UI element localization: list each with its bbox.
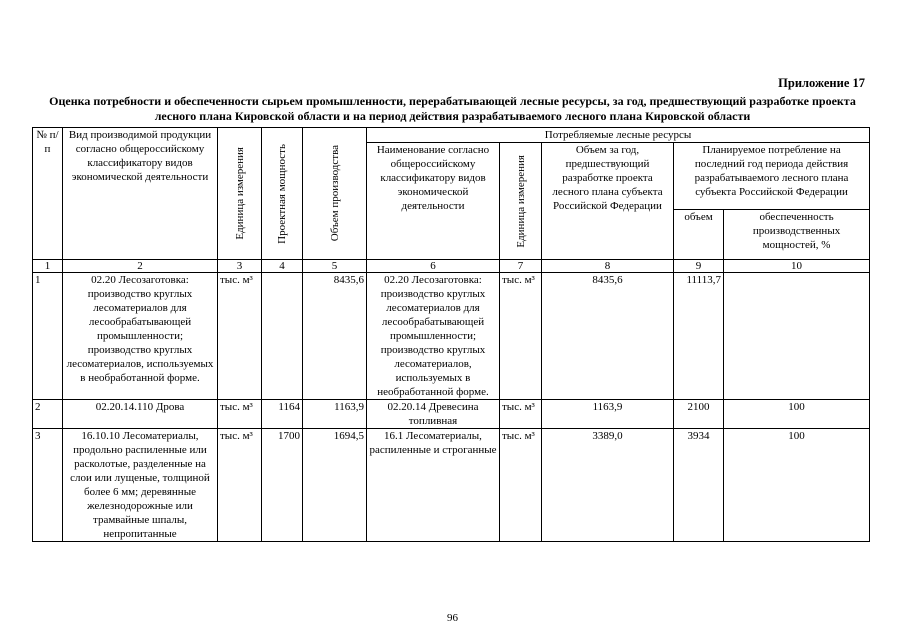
column-number-row (33, 260, 870, 273)
row-res-unit: тыс. м³ (500, 400, 542, 429)
row-unit: тыс. м³ (218, 273, 262, 400)
appendix-label: Приложение 17 (778, 76, 865, 90)
row-planned-provision: 100 (724, 429, 870, 542)
row-planned-volume: 2100 (674, 400, 724, 429)
row-res-unit: тыс. м³ (500, 273, 542, 400)
column-number: 3 (218, 260, 262, 273)
row-no: 1 (33, 273, 63, 400)
col-volume-header: Объем производства (303, 128, 367, 260)
row-product: 02.20.14.110 Дрова (63, 400, 218, 429)
row-res-name: 02.20.14 Древесина топливная (367, 400, 500, 429)
document-title: Оценка потребности и обеспеченности сырьем промышленности, перерабатывающей лесные ресурсы, за год, предшествующий разработке проекта лесного плана Кировской области и на период действия разрабатываемого лесного плана Кировской области (49, 94, 856, 123)
row-res-volume: 8435,6 (542, 273, 674, 400)
column-number: 10 (724, 260, 870, 273)
column-number: 9 (674, 260, 724, 273)
table-row (33, 273, 870, 400)
row-capacity (262, 273, 303, 400)
row-res-unit: тыс. м³ (500, 429, 542, 542)
column-number: 1 (33, 260, 63, 273)
col-planned-header: Планируемое потребление на последний год периода действия разрабатываемого лесного плана субъекта Российской Федерации (674, 143, 870, 210)
row-volume: 8435,6 (303, 273, 367, 400)
row-planned-volume: 11113,7 (674, 273, 724, 400)
page-number: 96 (447, 612, 458, 624)
row-res-name: 16.1 Лесоматериалы, распиленные и строганные (367, 429, 500, 542)
row-planned-provision: 100 (724, 400, 870, 429)
table-row (33, 400, 870, 429)
column-number: 5 (303, 260, 367, 273)
column-number: 6 (367, 260, 500, 273)
row-planned-volume: 3934 (674, 429, 724, 542)
column-number: 4 (262, 260, 303, 273)
column-number: 2 (63, 260, 218, 273)
col-product-header: Вид производимой продукции согласно общероссийскому классификатору видов экономической деятельности (63, 128, 218, 260)
row-unit: тыс. м³ (218, 429, 262, 542)
row-no: 2 (33, 400, 63, 429)
column-number: 8 (542, 260, 674, 273)
col-consumed-header: Потребляемые лесные ресурсы (367, 128, 870, 143)
row-volume: 1163,9 (303, 400, 367, 429)
col-planned-volume-header: объем (674, 209, 724, 259)
row-res-name: 02.20 Лесозаготовка: производство круглых лесоматериалов для лесообрабатывающей промышленности; производство круглых лесоматериалов, используемых в необработанной форме. (367, 273, 500, 400)
row-product: 02.20 Лесозаготовка: производство круглых лесоматериалов для лесообрабатывающей промышленности; производство круглых лесоматериалов, используемых в необработанной форме. (63, 273, 218, 400)
header-row-1 (33, 128, 870, 143)
col-planned-provision-header: обеспеченность производственных мощностей, % (724, 209, 870, 259)
row-capacity: 1700 (262, 429, 303, 542)
row-res-volume: 1163,9 (542, 400, 674, 429)
row-unit: тыс. м³ (218, 400, 262, 429)
resource-table (32, 127, 870, 542)
row-no: 3 (33, 429, 63, 542)
col-unit-header: Единица измерения (218, 128, 262, 260)
row-volume: 1694,5 (303, 429, 367, 542)
row-planned-provision (724, 273, 870, 400)
row-product: 16.10.10 Лесоматериалы, продольно распиленные или расколотые, разделенные на слои или лущеные, толщиной более 6 мм; деревянные железнодорожные или трамвайные шпалы, непропитанные (63, 429, 218, 542)
col-no-header: № п/п (33, 128, 63, 260)
col-capacity-header: Проектная мощность (262, 128, 303, 260)
col-res-name-header: Наименование согласно общероссийскому классификатору видов экономической деятельности (367, 143, 500, 260)
col-res-volume-header: Объем за год, предшествующий разработке проекта лесного плана субъекта Российской Федерации (542, 143, 674, 260)
row-capacity: 1164 (262, 400, 303, 429)
column-number: 7 (500, 260, 542, 273)
col-res-unit-header: Единица измерения (500, 143, 542, 260)
row-res-volume: 3389,0 (542, 429, 674, 542)
table-row (33, 429, 870, 542)
